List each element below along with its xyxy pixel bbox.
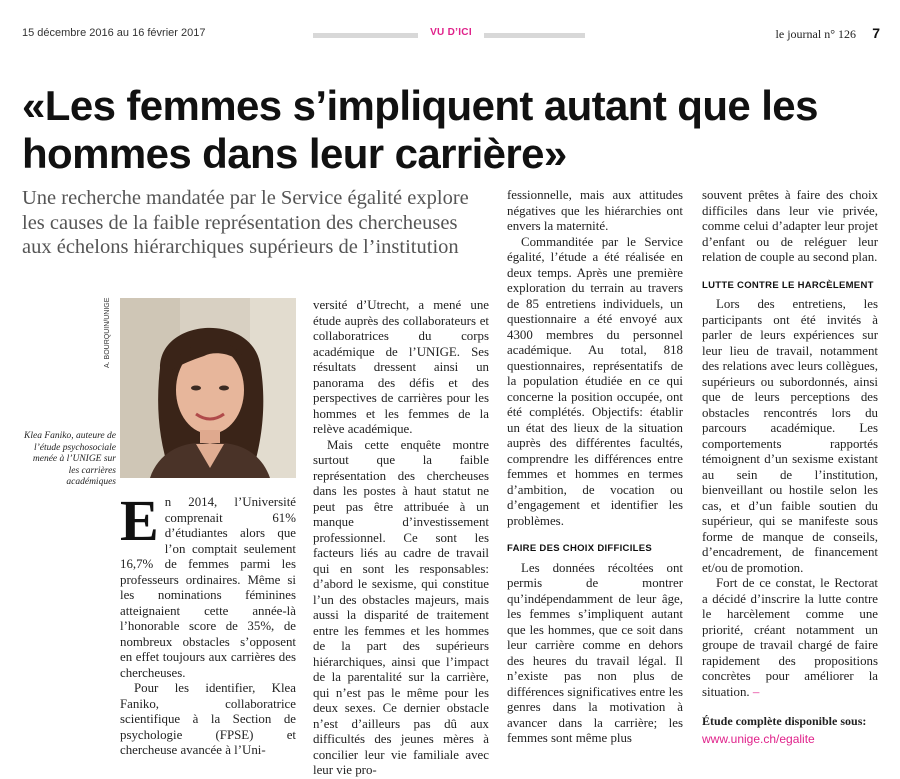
article-title: «Les femmes s’impliquent autant que les hommes dans leur carrière» [22, 82, 818, 177]
column-4 [702, 188, 878, 747]
paragraph: Mais cette enquête montre surtout que la faible représentation des chercheuses dans les postes à haut statut ne peut pas être attribuée à un manque d’investissement professionnel. Ce sont les facteurs liés au cadre de travail qui en sont les responsables: d’abord le sexisme, qui constitue l’un des obstacles majeurs, mais aussi la disparité de traitement entre les femmes et les hommes de la part des supérieurs hiérarchiques, ainsi que l’impact de la parentalité sur la carrière, qui n’est pas le même pour les deux sexes. Ce dernier obstacle n’est d’ailleurs pas dû aux difficultés des jeunes mères à concilier leur vie familiale avec leur vie pro- [313, 437, 489, 777]
column-3 [507, 188, 683, 747]
column-1 [120, 488, 296, 759]
page-number: 7 [872, 25, 880, 41]
paragraph: Lors des entretiens, les participants ont été invités à parler de leurs expériences sur leur lieu de travail, notamment des relations avec leurs collègues, supérieurs ou subordonnés, ainsi que de leurs perceptions des obstacles rencontrés lors du parcours académique. Les comportements rapportés témoignent d’un sexisme existant au sein de l’institution, bienveillant ou hostile selon les cas, et d’un faible soutien du supérieur, qui se manifeste sous forme de manque de conseils, d’encadrement, de financement et/ou de promotion. [702, 297, 878, 575]
portrait-photo [120, 298, 296, 478]
portrait-illustration [120, 298, 296, 478]
photo-credit-text: A. BOURQUIN/UNIGE [104, 297, 111, 368]
photo-caption: Klea Faniko, auteure de l’étude psychosociale menée à l’UNIGE sur les carrières académiques [24, 431, 116, 487]
paragraph: Les données récoltées ont permis de montrer qu’indépendamment de leur âge, les femmes s’impliquent autant que les hommes, que ce soit dans leur carrière comme en dehors des heures du travail légal. Il n’existe pas non plus de différences significatives entre les genres dans la motivation à avancer dans la carrière; les femmes sont même plus [507, 560, 683, 745]
closing-paragraph [702, 576, 878, 700]
paragraph: fessionnelle, mais aux attitudes négatives que les hiérarchies ont envers la maternité. [507, 188, 683, 233]
column-2 [313, 298, 489, 779]
subheading-harassment: LUTTE CONTRE LE HARCÈLEMENT [702, 279, 874, 291]
paragraph: versité d’Utrecht, a mené une étude auprès des collaborateurs et collaboratrices du corps académique de l’UNIGE. Ses résultats dressent ainsi un panorama des défis et des perspectives de carrières pour les hommes et les femmes de la relève académique. [313, 298, 489, 436]
intro-text: n 2014, l’Université comprenait 61% d’étudiantes alors que l’on comptait seulement 16,7% de femmes parmi les professeurs ordinaires. Même si les nominations féminines atteignaient cette année-là l’honorable score de 35%, de nombreux obstacles s’opposent en effet toujours aux carrières des chercheuses. [120, 495, 296, 680]
article-lead: Une recherche mandatée par le Service égalité explore les causes de la faible représentation des chercheuses aux échelons hiérarchiques supérieurs de l’institution [22, 187, 469, 258]
closing-text: Fort de ce constat, le Rectorat a décidé d’inscrire la lutte contre le harcèlement comme une priorité, créant notamment un groupe de travail chargé de faire rapidement des propositions concrètes pour améliorer la situation. [702, 576, 878, 699]
subheading-choices: FAIRE DES CHOIX DIFFICILES [507, 543, 653, 554]
photo-credit [104, 297, 118, 370]
study-link[interactable]: www.unige.ch/egalite [702, 731, 815, 746]
intro-paragraph [120, 488, 296, 681]
issue-date-range: 15 décembre 2016 au 16 février 2017 [22, 27, 206, 39]
paragraph: Commanditée par le Service égalité, l’étude a été réalisée en deux temps. Après une première exploration du terrain au travers de 85 entretiens individuels, un questionnaire a été envoyé aux 4300 membres du personnel académique. Au total, 818 questionnaires, représentatifs de la population étudiée en ce qui concerne la position occupée, ont été complétés. Objectifs: établir un état des lieux de la situation auprès des différentes facultés, comprendre les différences entre femmes et hommes en termes d’ambition, de vocation ou d’engagement et identifier les problèmes. [507, 234, 683, 528]
journal-issue: le journal n° 126 [775, 27, 856, 41]
drop-cap: E [120, 488, 159, 553]
paragraph: souvent prêtes à faire des choix difficiles dans leur vie privée, comme celui d’adapter leur projet d’enfant ou de reléguer leur relation de couple au second plan. [702, 188, 878, 264]
study-label: Étude complète disponible sous: [702, 714, 867, 728]
paragraph: Pour les identifier, Klea Faniko, collaboratrice scientifique à la Section de psychologie (FPSE) et chercheuse avancée à l’Uni- [120, 681, 296, 757]
section-label: VU D’ICI [418, 27, 484, 38]
end-mark: – [752, 684, 760, 699]
